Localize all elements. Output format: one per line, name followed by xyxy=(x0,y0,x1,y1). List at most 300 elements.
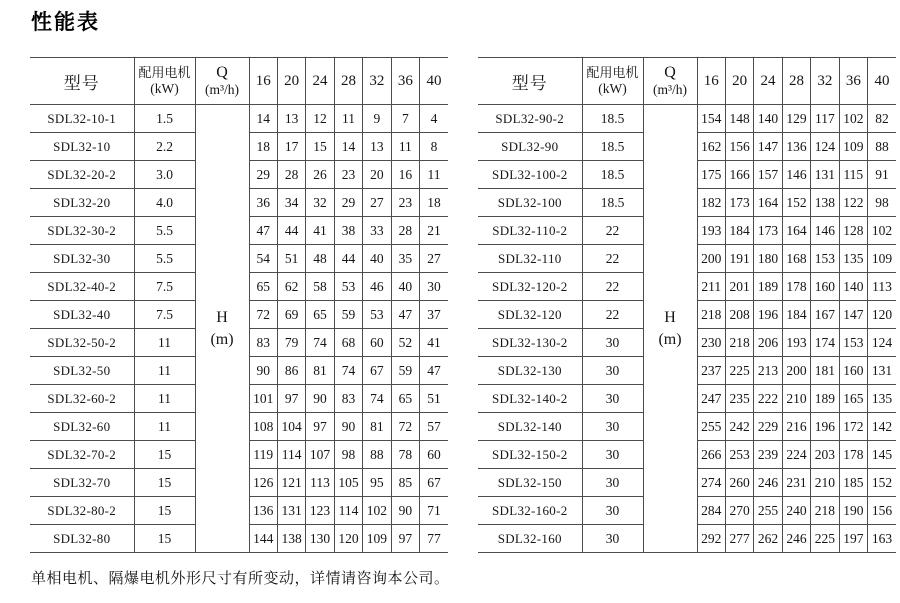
kw-cell: 18.5 xyxy=(582,105,643,133)
h-value-cell: 13 xyxy=(277,105,305,133)
h-value-cell: 200 xyxy=(697,245,725,273)
h-value-cell: 95 xyxy=(363,469,391,497)
header-flow-cell: 36 xyxy=(839,58,867,105)
head-unit-cell xyxy=(195,105,249,553)
h-value-cell: 81 xyxy=(363,413,391,441)
h-value-cell: 113 xyxy=(306,469,334,497)
header-q-cell xyxy=(643,58,697,105)
header-flow-cell: 16 xyxy=(697,58,725,105)
h-value-cell: 90 xyxy=(306,385,334,413)
h-value-cell: 156 xyxy=(725,133,753,161)
kw-cell: 7.5 xyxy=(134,301,195,329)
h-value-cell: 47 xyxy=(249,217,277,245)
h-value-cell: 40 xyxy=(363,245,391,273)
h-value-cell: 224 xyxy=(782,441,810,469)
h-value-cell: 126 xyxy=(249,469,277,497)
h-value-cell: 246 xyxy=(754,469,782,497)
h-value-cell: 9 xyxy=(363,105,391,133)
h-value-cell: 144 xyxy=(249,525,277,553)
h-value-cell: 122 xyxy=(839,189,867,217)
h-value-cell: 165 xyxy=(839,385,867,413)
h-value-cell: 190 xyxy=(839,497,867,525)
h-value-cell: 239 xyxy=(754,441,782,469)
kw-cell: 4.0 xyxy=(134,189,195,217)
model-cell: SDL32-60 xyxy=(30,413,134,441)
h-value-cell: 193 xyxy=(782,329,810,357)
h-value-cell: 27 xyxy=(363,189,391,217)
h-value-cell: 260 xyxy=(725,469,753,497)
header-motor-cell xyxy=(582,58,643,105)
kw-cell: 18.5 xyxy=(582,133,643,161)
header-flow-cell: 28 xyxy=(334,58,362,105)
table-header xyxy=(30,58,448,105)
h-value-cell: 108 xyxy=(249,413,277,441)
h-value-cell: 136 xyxy=(249,497,277,525)
table-body xyxy=(30,105,448,553)
h-value-cell: 145 xyxy=(868,441,896,469)
h-value-cell: 67 xyxy=(363,357,391,385)
motor-header-line2: (kW) xyxy=(598,81,627,97)
kw-cell: 15 xyxy=(134,525,195,553)
kw-cell: 15 xyxy=(134,497,195,525)
h-value-cell: 53 xyxy=(334,273,362,301)
header-flow-cell: 16 xyxy=(249,58,277,105)
h-value-cell: 201 xyxy=(725,273,753,301)
h-value-cell: 72 xyxy=(249,301,277,329)
h-value-cell: 173 xyxy=(754,217,782,245)
h-value-cell: 59 xyxy=(334,301,362,329)
table-row xyxy=(478,105,896,133)
h-value-cell: 255 xyxy=(697,413,725,441)
h-value-cell: 160 xyxy=(839,357,867,385)
kw-cell: 30 xyxy=(582,413,643,441)
h-value-cell: 270 xyxy=(725,497,753,525)
h-value-cell: 175 xyxy=(697,161,725,189)
kw-cell: 18.5 xyxy=(582,189,643,217)
h-value-cell: 17 xyxy=(277,133,305,161)
model-cell: SDL32-130-2 xyxy=(478,329,582,357)
model-cell: SDL32-140 xyxy=(478,413,582,441)
h-value-cell: 146 xyxy=(782,161,810,189)
h-value-cell: 90 xyxy=(334,413,362,441)
performance-table-left xyxy=(30,57,448,553)
kw-cell: 22 xyxy=(582,273,643,301)
model-cell: SDL32-40 xyxy=(30,301,134,329)
kw-cell: 7.5 xyxy=(134,273,195,301)
h-value-cell: 91 xyxy=(868,161,896,189)
h-value-cell: 65 xyxy=(391,385,419,413)
h-value-cell: 216 xyxy=(782,413,810,441)
header-flow-cell: 32 xyxy=(811,58,839,105)
header-flow-cell: 20 xyxy=(277,58,305,105)
kw-cell: 11 xyxy=(134,357,195,385)
h-value-cell: 191 xyxy=(725,245,753,273)
h-value-cell: 41 xyxy=(420,329,448,357)
model-header-label: 型号 xyxy=(63,73,100,93)
kw-cell: 30 xyxy=(582,525,643,553)
h-value-cell: 152 xyxy=(782,189,810,217)
h-value-cell: 86 xyxy=(277,357,305,385)
h-value-cell: 16 xyxy=(391,161,419,189)
h-value-cell: 178 xyxy=(782,273,810,301)
kw-cell: 22 xyxy=(582,245,643,273)
h-value-cell: 182 xyxy=(697,189,725,217)
h-value-cell: 153 xyxy=(839,329,867,357)
model-cell: SDL32-120 xyxy=(478,301,582,329)
model-cell: SDL32-50-2 xyxy=(30,329,134,357)
h-value-cell: 105 xyxy=(334,469,362,497)
h-value-cell: 14 xyxy=(334,133,362,161)
h-value-cell: 30 xyxy=(420,273,448,301)
h-value-cell: 184 xyxy=(725,217,753,245)
h-value-cell: 41 xyxy=(306,217,334,245)
kw-cell: 22 xyxy=(582,301,643,329)
h-value-cell: 34 xyxy=(277,189,305,217)
h-value-cell: 114 xyxy=(334,497,362,525)
header-model-cell xyxy=(30,58,134,105)
h-value-cell: 51 xyxy=(420,385,448,413)
h-value-cell: 102 xyxy=(868,217,896,245)
h-value-cell: 59 xyxy=(391,357,419,385)
table-body xyxy=(478,105,896,553)
header-flow-cell: 32 xyxy=(363,58,391,105)
h-value-cell: 154 xyxy=(697,105,725,133)
h-value-cell: 181 xyxy=(811,357,839,385)
model-cell: SDL32-30-2 xyxy=(30,217,134,245)
h-value-cell: 12 xyxy=(306,105,334,133)
kw-cell: 30 xyxy=(582,329,643,357)
h-value-cell: 152 xyxy=(868,469,896,497)
kw-cell: 2.2 xyxy=(134,133,195,161)
q-header-line1: Q xyxy=(216,64,228,82)
h-value-cell: 29 xyxy=(249,161,277,189)
table-header xyxy=(478,58,896,105)
h-value-cell: 102 xyxy=(839,105,867,133)
h-value-cell: 131 xyxy=(868,357,896,385)
page-title: 性能表 xyxy=(31,11,100,34)
h-value-cell: 88 xyxy=(363,441,391,469)
model-cell: SDL32-30 xyxy=(30,245,134,273)
model-cell: SDL32-20 xyxy=(30,189,134,217)
h-value-cell: 40 xyxy=(391,273,419,301)
h-value-cell: 208 xyxy=(725,301,753,329)
h-value-cell: 120 xyxy=(334,525,362,553)
h-value-cell: 38 xyxy=(334,217,362,245)
header-row xyxy=(478,58,896,105)
h-value-cell: 135 xyxy=(868,385,896,413)
h-value-cell: 168 xyxy=(782,245,810,273)
model-header-label: 型号 xyxy=(511,73,548,93)
h-value-cell: 292 xyxy=(697,525,725,553)
h-value-cell: 131 xyxy=(277,497,305,525)
h-value-cell: 47 xyxy=(420,357,448,385)
h-value-cell: 98 xyxy=(868,189,896,217)
h-value-cell: 180 xyxy=(754,245,782,273)
h-value-cell: 117 xyxy=(811,105,839,133)
h-value-cell: 90 xyxy=(249,357,277,385)
h-value-cell: 266 xyxy=(697,441,725,469)
h-value-cell: 172 xyxy=(839,413,867,441)
h-unit-line2: (m) xyxy=(658,330,682,348)
h-value-cell: 235 xyxy=(725,385,753,413)
q-header-line2: (m³/h) xyxy=(204,81,240,97)
header-flow-cell: 36 xyxy=(391,58,419,105)
h-value-cell: 189 xyxy=(754,273,782,301)
h-value-cell: 57 xyxy=(420,413,448,441)
h-value-cell: 104 xyxy=(277,413,305,441)
h-value-cell: 20 xyxy=(363,161,391,189)
h-value-cell: 65 xyxy=(249,273,277,301)
h-value-cell: 58 xyxy=(306,273,334,301)
h-value-cell: 72 xyxy=(391,413,419,441)
h-value-cell: 32 xyxy=(306,189,334,217)
motor-header-line1: 配用电机 xyxy=(138,65,191,81)
kw-cell: 30 xyxy=(582,385,643,413)
h-value-cell: 48 xyxy=(306,245,334,273)
q-header-line2: (m³/h) xyxy=(652,81,688,97)
h-value-cell: 130 xyxy=(306,525,334,553)
model-cell: SDL32-70 xyxy=(30,469,134,497)
h-value-cell: 4 xyxy=(420,105,448,133)
h-value-cell: 60 xyxy=(420,441,448,469)
h-value-cell: 142 xyxy=(868,413,896,441)
kw-cell: 15 xyxy=(134,441,195,469)
kw-cell: 1.5 xyxy=(134,105,195,133)
header-flow-cell: 40 xyxy=(420,58,448,105)
model-cell: SDL32-110-2 xyxy=(478,217,582,245)
h-value-cell: 74 xyxy=(334,357,362,385)
h-value-cell: 156 xyxy=(868,497,896,525)
h-value-cell: 140 xyxy=(754,105,782,133)
h-value-cell: 54 xyxy=(249,245,277,273)
h-unit-line2: (m) xyxy=(210,330,234,348)
h-value-cell: 68 xyxy=(334,329,362,357)
h-value-cell: 18 xyxy=(420,189,448,217)
h-value-cell: 21 xyxy=(420,217,448,245)
h-value-cell: 90 xyxy=(391,497,419,525)
h-value-cell: 23 xyxy=(391,189,419,217)
header-motor-cell xyxy=(134,58,195,105)
h-value-cell: 210 xyxy=(782,385,810,413)
h-value-cell: 14 xyxy=(249,105,277,133)
h-value-cell: 69 xyxy=(277,301,305,329)
h-value-cell: 197 xyxy=(839,525,867,553)
h-value-cell: 174 xyxy=(811,329,839,357)
h-value-cell: 62 xyxy=(277,273,305,301)
h-value-cell: 185 xyxy=(839,469,867,497)
h-value-cell: 178 xyxy=(839,441,867,469)
header-flow-cell: 40 xyxy=(868,58,896,105)
model-cell: SDL32-140-2 xyxy=(478,385,582,413)
h-value-cell: 164 xyxy=(754,189,782,217)
h-value-cell: 196 xyxy=(811,413,839,441)
h-value-cell: 44 xyxy=(334,245,362,273)
kw-cell: 3.0 xyxy=(134,161,195,189)
performance-table-right xyxy=(478,57,896,553)
model-cell: SDL32-70-2 xyxy=(30,441,134,469)
h-value-cell: 101 xyxy=(249,385,277,413)
h-value-cell: 82 xyxy=(868,105,896,133)
head-unit-cell xyxy=(643,105,697,553)
h-unit-line1: H xyxy=(216,308,228,326)
h-value-cell: 29 xyxy=(334,189,362,217)
header-row xyxy=(30,58,448,105)
h-value-cell: 231 xyxy=(782,469,810,497)
header-flow-cell: 20 xyxy=(725,58,753,105)
h-value-cell: 203 xyxy=(811,441,839,469)
h-value-cell: 35 xyxy=(391,245,419,273)
h-value-cell: 247 xyxy=(697,385,725,413)
h-value-cell: 44 xyxy=(277,217,305,245)
h-value-cell: 107 xyxy=(306,441,334,469)
h-value-cell: 284 xyxy=(697,497,725,525)
model-cell: SDL32-80 xyxy=(30,525,134,553)
h-value-cell: 120 xyxy=(868,301,896,329)
h-value-cell: 114 xyxy=(277,441,305,469)
h-value-cell: 18 xyxy=(249,133,277,161)
h-value-cell: 237 xyxy=(697,357,725,385)
kw-cell: 15 xyxy=(134,469,195,497)
h-value-cell: 138 xyxy=(811,189,839,217)
h-value-cell: 160 xyxy=(811,273,839,301)
model-cell: SDL32-100-2 xyxy=(478,161,582,189)
header-model-cell xyxy=(478,58,582,105)
header-flow-cell: 24 xyxy=(754,58,782,105)
kw-cell: 30 xyxy=(582,497,643,525)
h-value-cell: 124 xyxy=(868,329,896,357)
model-cell: SDL32-50 xyxy=(30,357,134,385)
h-value-cell: 51 xyxy=(277,245,305,273)
h-value-cell: 46 xyxy=(363,273,391,301)
h-value-cell: 27 xyxy=(420,245,448,273)
h-value-cell: 83 xyxy=(249,329,277,357)
h-value-cell: 240 xyxy=(782,497,810,525)
h-value-cell: 173 xyxy=(725,189,753,217)
h-value-cell: 47 xyxy=(391,301,419,329)
h-value-cell: 15 xyxy=(306,133,334,161)
kw-cell: 18.5 xyxy=(582,161,643,189)
h-value-cell: 102 xyxy=(363,497,391,525)
h-value-cell: 97 xyxy=(306,413,334,441)
h-value-cell: 119 xyxy=(249,441,277,469)
h-value-cell: 11 xyxy=(334,105,362,133)
header-q-cell xyxy=(195,58,249,105)
footer-note: 单相电机、隔爆电机外形尺寸有所变动，详情请咨询本公司。 xyxy=(31,571,450,587)
h-value-cell: 78 xyxy=(391,441,419,469)
model-cell: SDL32-60-2 xyxy=(30,385,134,413)
model-cell: SDL32-80-2 xyxy=(30,497,134,525)
h-value-cell: 136 xyxy=(782,133,810,161)
h-value-cell: 157 xyxy=(754,161,782,189)
h-value-cell: 28 xyxy=(277,161,305,189)
h-value-cell: 189 xyxy=(811,385,839,413)
model-cell: SDL32-130 xyxy=(478,357,582,385)
h-value-cell: 162 xyxy=(697,133,725,161)
h-value-cell: 138 xyxy=(277,525,305,553)
model-cell: SDL32-100 xyxy=(478,189,582,217)
h-value-cell: 109 xyxy=(363,525,391,553)
h-value-cell: 109 xyxy=(839,133,867,161)
kw-cell: 5.5 xyxy=(134,245,195,273)
h-value-cell: 23 xyxy=(334,161,362,189)
h-value-cell: 255 xyxy=(754,497,782,525)
h-value-cell: 218 xyxy=(725,329,753,357)
h-value-cell: 262 xyxy=(754,525,782,553)
model-cell: SDL32-10-1 xyxy=(30,105,134,133)
h-value-cell: 131 xyxy=(811,161,839,189)
header-flow-cell: 24 xyxy=(306,58,334,105)
model-cell: SDL32-10 xyxy=(30,133,134,161)
h-value-cell: 147 xyxy=(839,301,867,329)
header-flow-cell: 28 xyxy=(782,58,810,105)
h-value-cell: 71 xyxy=(420,497,448,525)
h-value-cell: 218 xyxy=(697,301,725,329)
h-value-cell: 74 xyxy=(363,385,391,413)
h-value-cell: 128 xyxy=(839,217,867,245)
h-value-cell: 146 xyxy=(811,217,839,245)
h-value-cell: 196 xyxy=(754,301,782,329)
motor-header-line1: 配用电机 xyxy=(586,65,639,81)
h-value-cell: 36 xyxy=(249,189,277,217)
h-value-cell: 193 xyxy=(697,217,725,245)
h-value-cell: 230 xyxy=(697,329,725,357)
motor-header-line2: (kW) xyxy=(150,81,179,97)
model-cell: SDL32-150-2 xyxy=(478,441,582,469)
h-value-cell: 98 xyxy=(334,441,362,469)
h-value-cell: 147 xyxy=(754,133,782,161)
h-value-cell: 97 xyxy=(277,385,305,413)
model-cell: SDL32-160 xyxy=(478,525,582,553)
h-value-cell: 113 xyxy=(868,273,896,301)
h-value-cell: 11 xyxy=(391,133,419,161)
h-value-cell: 163 xyxy=(868,525,896,553)
kw-cell: 11 xyxy=(134,385,195,413)
model-cell: SDL32-90 xyxy=(478,133,582,161)
model-cell: SDL32-110 xyxy=(478,245,582,273)
h-value-cell: 77 xyxy=(420,525,448,553)
h-value-cell: 52 xyxy=(391,329,419,357)
h-value-cell: 97 xyxy=(391,525,419,553)
h-value-cell: 67 xyxy=(420,469,448,497)
h-value-cell: 210 xyxy=(811,469,839,497)
h-value-cell: 242 xyxy=(725,413,753,441)
h-value-cell: 121 xyxy=(277,469,305,497)
kw-cell: 11 xyxy=(134,329,195,357)
h-value-cell: 200 xyxy=(782,357,810,385)
kw-cell: 30 xyxy=(582,469,643,497)
h-value-cell: 8 xyxy=(420,133,448,161)
model-cell: SDL32-160-2 xyxy=(478,497,582,525)
h-value-cell: 206 xyxy=(754,329,782,357)
h-value-cell: 153 xyxy=(811,245,839,273)
h-value-cell: 148 xyxy=(725,105,753,133)
h-value-cell: 164 xyxy=(782,217,810,245)
h-value-cell: 7 xyxy=(391,105,419,133)
kw-cell: 11 xyxy=(134,413,195,441)
kw-cell: 30 xyxy=(582,441,643,469)
h-value-cell: 167 xyxy=(811,301,839,329)
h-value-cell: 166 xyxy=(725,161,753,189)
h-value-cell: 246 xyxy=(782,525,810,553)
tables-container xyxy=(30,57,896,553)
h-value-cell: 26 xyxy=(306,161,334,189)
h-value-cell: 13 xyxy=(363,133,391,161)
table-row xyxy=(30,105,448,133)
h-value-cell: 222 xyxy=(754,385,782,413)
h-value-cell: 11 xyxy=(420,161,448,189)
model-cell: SDL32-40-2 xyxy=(30,273,134,301)
model-cell: SDL32-150 xyxy=(478,469,582,497)
